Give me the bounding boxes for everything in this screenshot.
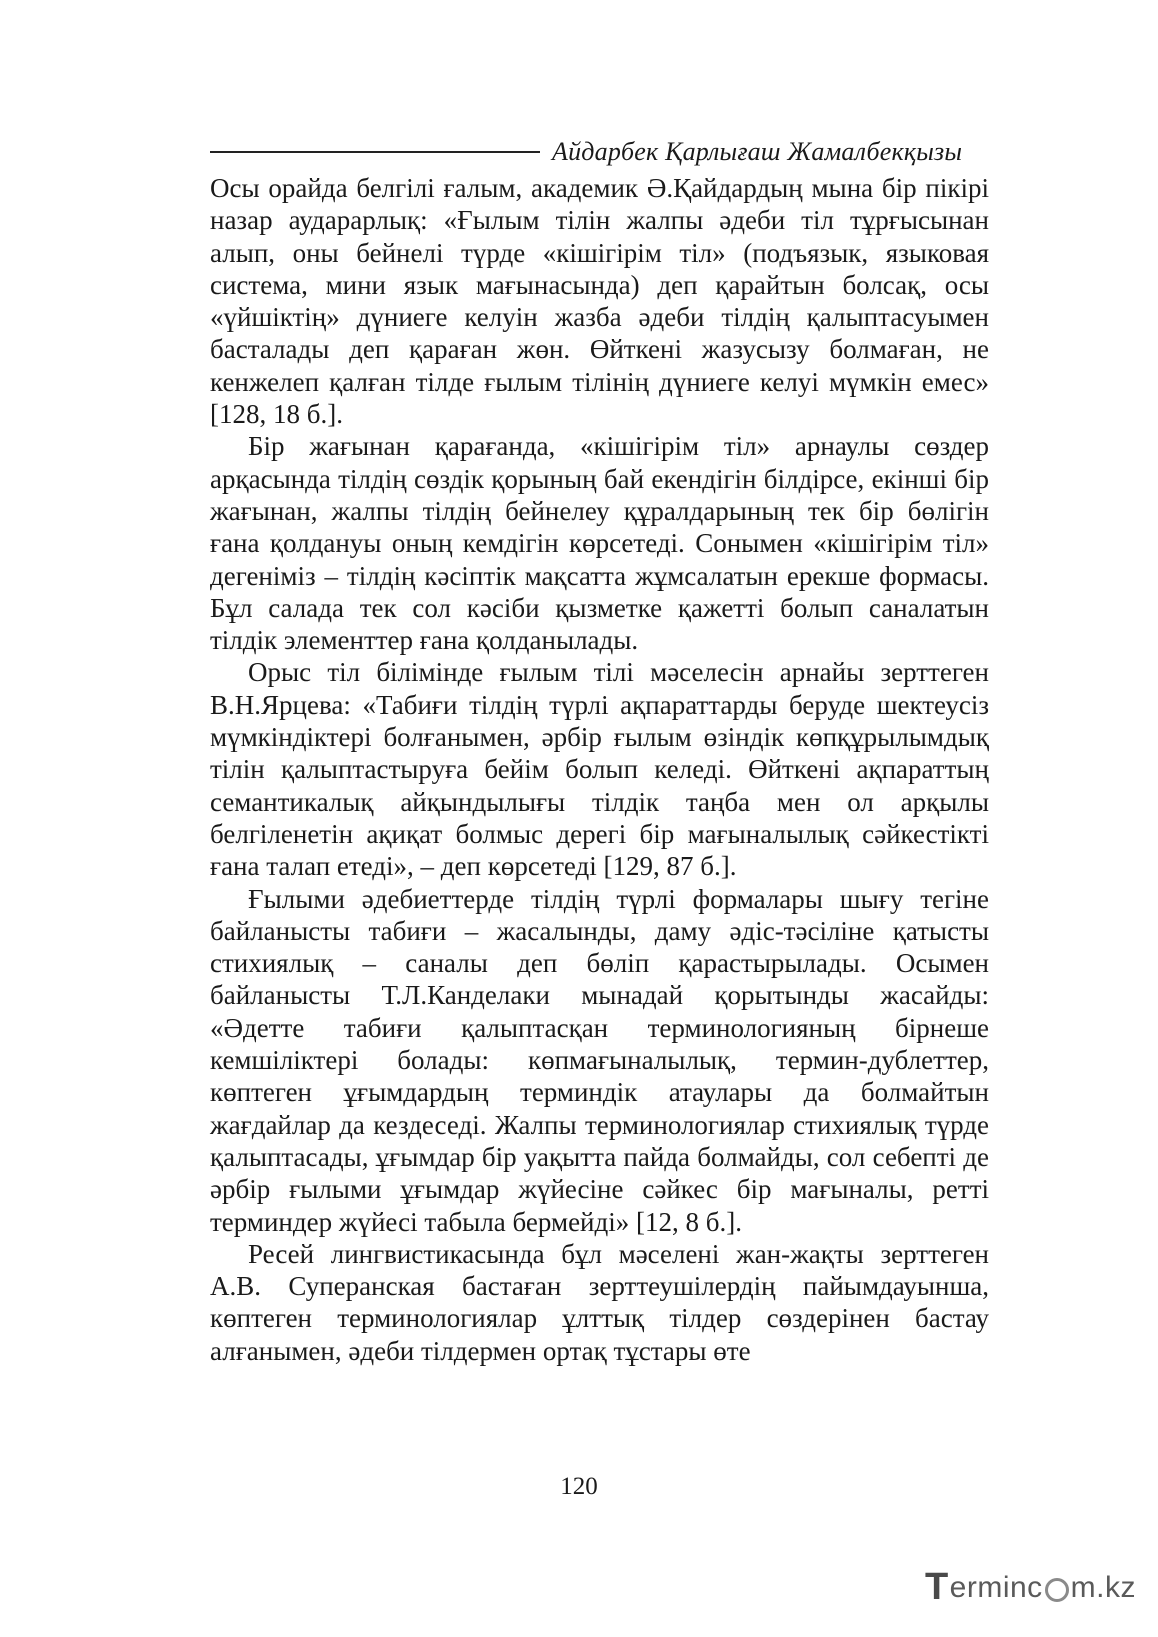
paragraph-4: Ғылыми әдебиеттерде тілдің түрлі формалары шығу тегіне байланысты табиғи – жасалынды, даму әдіс-тәсіліне қатысты стихиялық – саналы деп бөліп қарастырылады. Осымен байланысты Т.Л.Канделаки мынадай қорытынды жасайды: «Әдетте табиғи қалыптасқан терминологияның бірнеше кемшіліктері болады: көпмағыналылық, термин-дублеттер, көптеген ұғымдардың терминдік атаулары да болмайтын жағдайлар да кездеседі. Жалпы терминологиялар стихиялық түрде қалыптасады, ұғымдар бір уақытта пайда болмайды, сол себепті де әрбір ғылыми ұғымдар жүйесіне сәйкес бір мағыналы, ретті терминдер жүйесі табыла бермейді» [12, 8 б.].: [210, 883, 989, 1237]
watermark-t: T: [924, 1566, 949, 1608]
ring-icon: [1045, 1578, 1069, 1602]
watermark-text-a: erminc: [949, 1570, 1043, 1604]
page-number: 120: [560, 1473, 598, 1500]
body-text: [210, 172, 989, 1367]
paragraph-1: Осы орайда белгілі ғалым, академик Ә.Қайдардың мына бір пікірі назар аударарлық: «Ғылым тілін жалпы әдеби тіл тұрғысынан алып, оны бейнелі түрде «кішігірім тіл» (подъязык, языковая система, мини язык мағынасында) деп қарайтын болсақ, осы «үйшіктің» дүниеге келуін жазба әдеби тілдің қалыптасуымен басталады деп қараған жөн. Өйткені жазусызу болмаған, не кенжелеп қалған тілде ғылым тілінің дүниеге келуі мүмкін емес» [128, 18 б.].: [210, 173, 989, 430]
header-author: Айдарбек Қарлығаш Жамалбекқызы: [552, 137, 963, 166]
running-header: [210, 134, 989, 170]
paragraph-2: Бір жағынан қарағанда, «кішігірім тіл» арнаулы сөздер арқасында тілдің сөздік қорының бай екендігін білдірсе, екінші бір жағынан, жалпы тілдің бейнелеу құралдарының тек бір бөлігін ғана қолдануы оның кемдігін көрсетеді. Сонымен «кішігірім тіл» дегеніміз – тілдің кәсіптік мақсатта жұмсалатын ерекше формасы. Бұл салада тек сол кәсіби қызметке қажетті болып саналатын тілдік элементтер ғана қолданылады.: [210, 431, 989, 656]
watermark-logo: [925, 1566, 1136, 1609]
paragraph-3: Орыс тіл білімінде ғылым тілі мәселесін арнайы зерттеген В.Н.Ярцева: «Табиғи тілдің түрлі ақпараттарды беруде шектеусіз мүмкіндіктері болғанымен, әрбір ғылым өзіндік көпқұрылымдық тілін қалыптастыруға бейім болып келеді. Өйткені ақпараттың семантикалық айқындылығы тілдік таңба мен ол арқылы белгіленетін ақиқат болмыс дерегі бір мағыналылық сәйкестікті ғана талап етеді», – деп көрсетеді [129, 87 б.].: [210, 657, 989, 882]
paragraph-5: Ресей лингвистикасында бұл мәселені жан-жақты зерттеген А.В. Суперанская бастаған зерттеушілердің пайымдауынша, көптеген терминологиялар ұлттық тілдер сөздерінен бастау алғанымен, әдеби тілдермен ортақ тұстары өте: [210, 1238, 989, 1366]
header-rule: [210, 151, 540, 153]
watermark-text-b: m.kz: [1070, 1570, 1136, 1604]
